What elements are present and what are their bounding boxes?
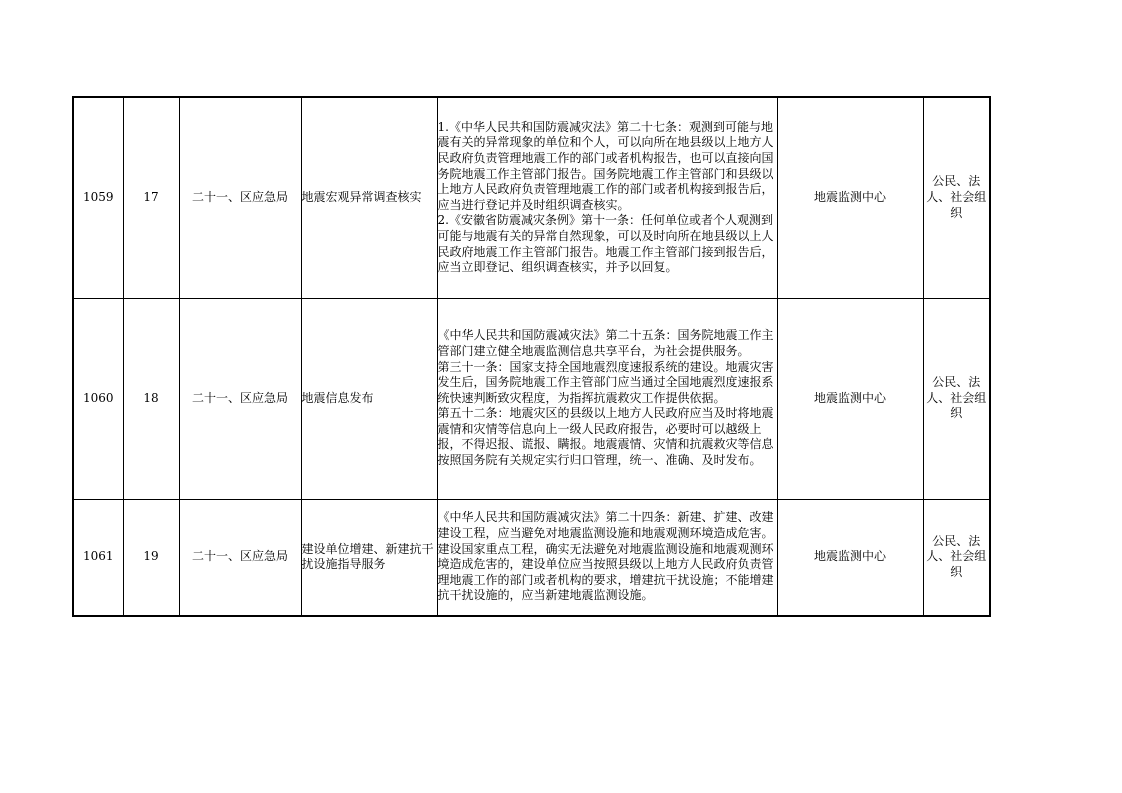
service-target-cell: 公民、法人、社会组织 <box>923 298 990 499</box>
department-cell: 二十一、区应急局 <box>179 97 301 298</box>
legal-basis-cell <box>437 499 777 616</box>
responsible-unit-cell: 地震监测中心 <box>777 97 923 298</box>
legal-basis-paragraph: 第三十一条：国家支持全国地震烈度速报系统的建设。地震灾害发生后，国务院地震工作主管部门应当通过全国地震烈度速报系统快速判断致灾程度，为指挥抗震救灾工作提供依据。 <box>437 359 774 405</box>
item-name-cell: 地震宏观异常调查核实 <box>301 97 437 298</box>
row-number-cell: 17 <box>123 97 179 298</box>
row-seq-cell: 1060 <box>73 298 123 499</box>
department-cell: 二十一、区应急局 <box>179 298 301 499</box>
item-name-cell: 建设单位增建、新建抗干扰设施指导服务 <box>301 499 437 616</box>
table-row <box>73 97 990 298</box>
row-number-cell: 19 <box>123 499 179 616</box>
row-seq-cell: 1061 <box>73 499 123 616</box>
responsible-unit-cell: 地震监测中心 <box>777 298 923 499</box>
row-seq-cell: 1059 <box>73 97 123 298</box>
row-number-cell: 18 <box>123 298 179 499</box>
legal-basis-paragraph: 《中华人民共和国防震减灾法》第二十五条：国务院地震工作主管部门建立健全地震监测信息共享平台，为社会提供服务。 <box>437 328 774 358</box>
service-target-cell: 公民、法人、社会组织 <box>923 97 990 298</box>
table-row <box>73 499 990 616</box>
service-target-cell: 公民、法人、社会组织 <box>923 499 990 616</box>
legal-basis-paragraph: 第五十二条：地震灾区的县级以上地方人民政府应当及时将地震震情和灾情等信息向上一级人民政府报告，必要时可以越级上报，不得迟报、谎报、瞒报。地震震情、灾情和抗震救灾等信息按照国务院有关规定实行归口管理，统一、准确、及时发布。 <box>437 406 774 468</box>
table-row <box>73 298 990 499</box>
department-cell: 二十一、区应急局 <box>179 499 301 616</box>
item-name-cell: 地震信息发布 <box>301 298 437 499</box>
legal-basis-paragraph: 2.《安徽省防震减灾条例》第十一条：任何单位或者个人观测到可能与地震有关的异常自然现象，可以及时向所在地县级以上人民政府地震工作主管部门报告。地震工作主管部门接到报告后，应当立即登记、组织调查核实，并予以回复。 <box>437 213 774 275</box>
legal-basis-cell <box>437 97 777 298</box>
legal-basis-paragraph: 1.《中华人民共和国防震减灾法》第二十七条：观测到可能与地震有关的异常现象的单位和个人，可以向所在地县级以上地方人民政府负责管理地震工作的部门或者机构报告，也可以直接向国务院地震工作主管部门报告。国务院地震工作主管部门和县级以上地方人民政府负责管理地震工作的部门或者机构接到报告后，应当进行登记并及时组织调查核实。 <box>437 119 774 212</box>
legal-basis-paragraph: 《中华人民共和国防震减灾法》第二十四条：新建、扩建、改建建设工程，应当避免对地震监测设施和地震观测环境造成危害。建设国家重点工程，确实无法避免对地震监测设施和地震观测环境造成危害的，建设单位应当按照县级以上地方人民政府负责管理地震工作的部门或者机构的要求，增建抗干扰设施；不能增建抗干扰设施的，应当新建地震监测设施。 <box>437 510 774 603</box>
responsible-unit-cell: 地震监测中心 <box>777 499 923 616</box>
legal-basis-cell <box>437 298 777 499</box>
service-items-table <box>72 96 991 617</box>
